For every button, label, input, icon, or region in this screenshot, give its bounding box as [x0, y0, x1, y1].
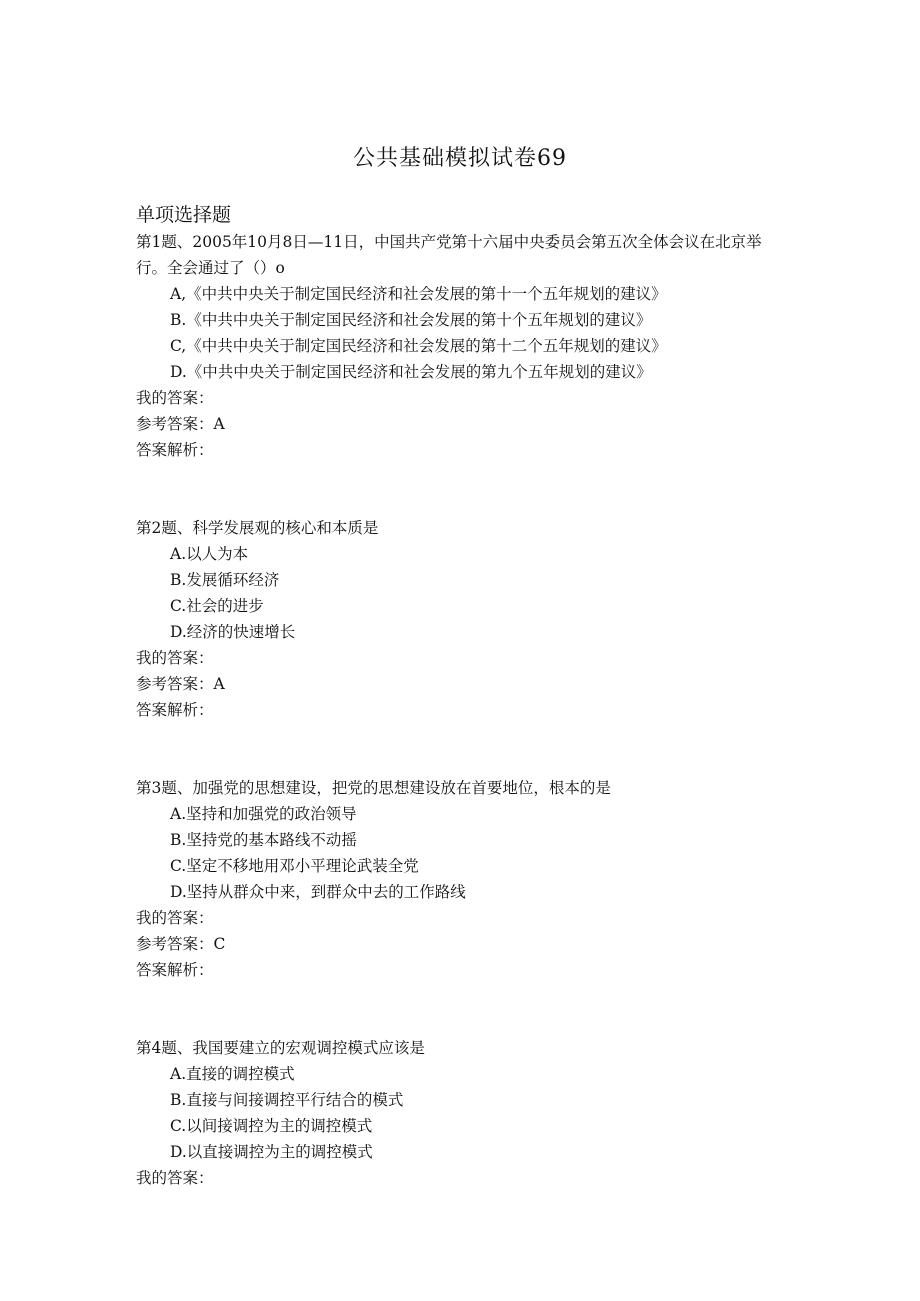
question-stem: 第4题、我国要建立的宏观调控模式应该是	[136, 1039, 425, 1057]
option-c: C.坚定不移地用邓小平理论武装全党	[170, 857, 419, 875]
analysis-label: 答案解析：	[136, 701, 214, 719]
reference-answer-value: C	[213, 935, 226, 953]
option-c: C.社会的进步	[170, 597, 264, 615]
reference-answer-row	[136, 411, 796, 437]
option-d: D.以直接调控为主的调控模式	[170, 1143, 373, 1161]
option-a: A,《中共中央关于制定国民经济和社会发展的第十一个五年规划的建议》	[170, 285, 667, 303]
option-c: C.以间接调控为主的调控模式	[170, 1117, 373, 1135]
option-b: B.发展循环经济	[170, 571, 280, 589]
my-answer-label: 我的答案：	[136, 389, 214, 407]
question-1	[136, 229, 796, 463]
option-c: C,《中共中央关于制定国民经济和社会发展的第十二个五年规划的建议》	[170, 337, 667, 355]
analysis-row	[136, 697, 796, 723]
reference-answer-label: 参考答案：	[136, 935, 214, 953]
option-b: B.《中共中央关于制定国民经济和社会发展的第十个五年规划的建议》	[170, 311, 652, 329]
option-d: D.《中共中央关于制定国民经济和社会发展的第九个五年规划的建议》	[170, 363, 652, 381]
analysis-label: 答案解析：	[136, 441, 214, 459]
reference-answer-row	[136, 671, 796, 697]
question-3	[136, 775, 796, 983]
my-answer-row	[136, 1165, 796, 1191]
option-b: B.坚持党的基本路线不动摇	[170, 831, 357, 849]
option-a: A.直接的调控模式	[170, 1065, 295, 1083]
reference-answer-label: 参考答案：	[136, 675, 214, 693]
reference-answer-label: 参考答案：	[136, 415, 214, 433]
analysis-row	[136, 957, 796, 983]
my-answer-label: 我的答案：	[136, 1169, 214, 1187]
document-title: 公共基础模拟试卷69	[353, 146, 567, 171]
option-d: D.经济的快速增长	[170, 623, 296, 641]
question-4	[136, 1035, 796, 1191]
question-list	[136, 229, 796, 1243]
question-stem: 第1题、2005年10月8日—11日，中国共产党第十六届中央委员会第五次全体会议在北京举行。全会通过了（）o	[136, 233, 762, 277]
reference-answer-row	[136, 931, 796, 957]
option-a: A.坚持和加强党的政治领导	[170, 805, 357, 823]
reference-answer-value: A	[213, 675, 225, 693]
option-b: B.直接与间接调控平行结合的模式	[170, 1091, 404, 1109]
question-stem: 第3题、加强党的思想建设，把党的思想建设放在首要地位，根本的是	[136, 779, 611, 797]
option-d: D.坚持从群众中来，到群众中去的工作路线	[170, 883, 466, 901]
section-heading: 单项选择题	[136, 204, 232, 226]
question-2	[136, 515, 796, 723]
my-answer-row	[136, 385, 796, 411]
analysis-label: 答案解析：	[136, 961, 214, 979]
analysis-row	[136, 437, 796, 463]
my-answer-row	[136, 645, 796, 671]
my-answer-label: 我的答案：	[136, 909, 214, 927]
my-answer-row	[136, 905, 796, 931]
question-stem: 第2题、科学发展观的核心和本质是	[136, 519, 379, 537]
my-answer-label: 我的答案：	[136, 649, 214, 667]
option-a: A.以人为本	[170, 545, 249, 563]
reference-answer-value: A	[213, 415, 225, 433]
